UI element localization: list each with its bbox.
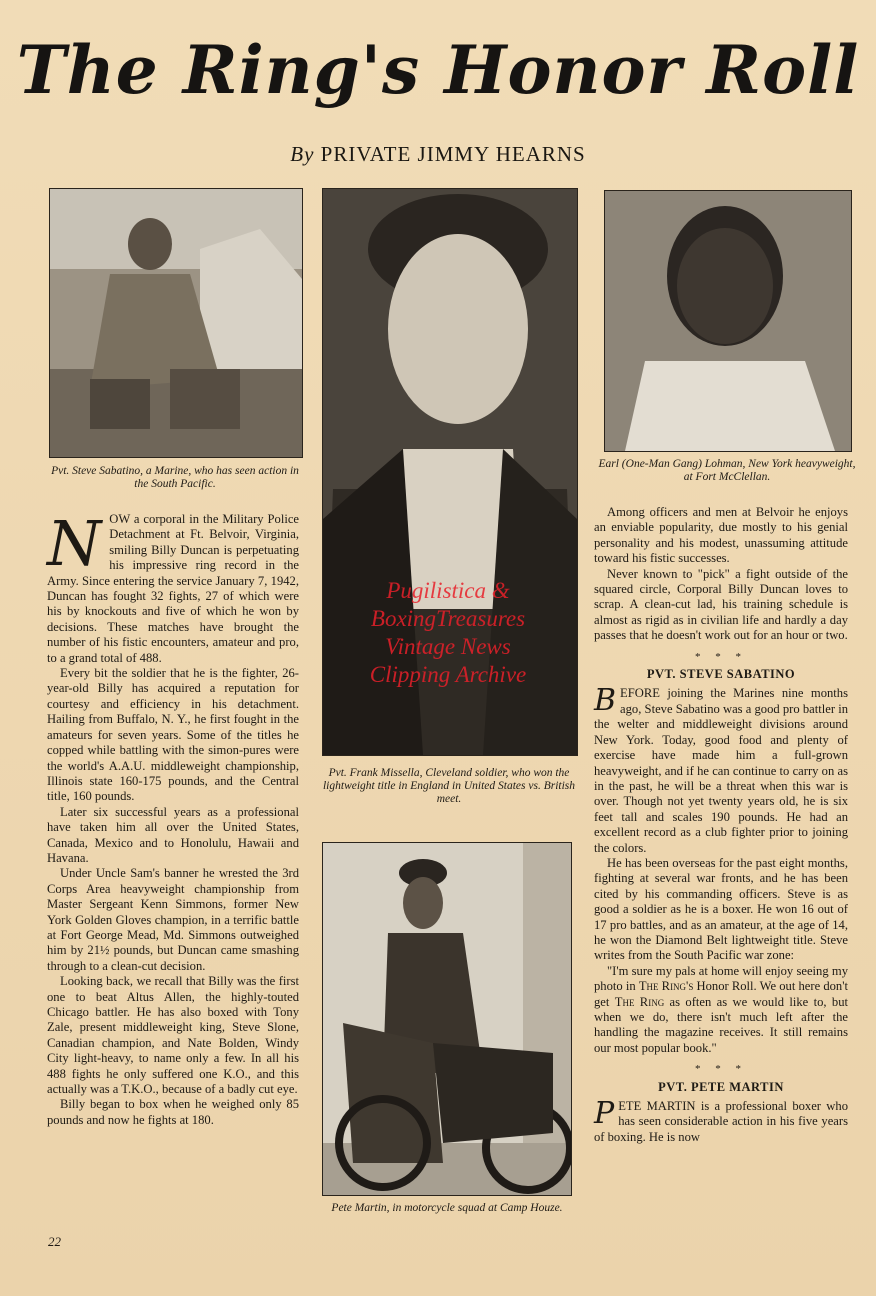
- watermark-line-3: Vintage News: [385, 634, 511, 659]
- section-head-martin: PVT. PETE MARTIN: [658, 1079, 784, 1094]
- watermark-line-4: Clipping Archive: [369, 662, 527, 687]
- photo-sabatino-image: [50, 189, 302, 457]
- byline-by: By: [290, 142, 315, 166]
- left-paragraph-1: NOW a corporal in the Military Police Detachment at Ft. Belvoir, Virginia, smiling Billy Duncan is perpetuating his impressive ring record in the Army. Since entering the service January 7, 1942, Duncan has fought 32 fights, 27 of which were his by knockouts and five of which he won by decisions. These matches have brought the number of his fistic encounters, amateur and pro, to a grand total of 488.: [47, 507, 299, 665]
- caption-sabatino: Pvt. Steve Sabatino, a Marine, who has seen action in the South Pacific.: [51, 465, 299, 490]
- photo-martin: [322, 842, 572, 1196]
- right-paragraph-2: Never known to "pick" a fight outside of the squared circle, Corporal Billy Duncan loves to scrap. A clean-cut lad, his training schedule is almost as rigid as in civilian life and hardly a day passes that he doesn't work out for an hour or two.: [594, 566, 848, 643]
- dropcap-p: P: [594, 1096, 615, 1132]
- watermark-line-1: Pugilistica &: [386, 578, 510, 603]
- right-column: [594, 505, 848, 1145]
- martin-paragraph-1: PETE MARTIN is a professional boxer who has seen considerable action in his five years of boxing. He is now: [594, 1096, 848, 1144]
- sabatino-quote: "I'm sure my pals at home will enjoy seeing my photo in The Ring's Honor Roll. We out here don't get The Ring as often as we would like to, but when we do, there isn't much left after the handling the magazine receives. It still remains our most popular book.": [594, 963, 849, 1055]
- photo-sabatino: [49, 188, 303, 458]
- photo-martin-image: [323, 843, 571, 1195]
- watermark-line-2: BoxingTreasures: [370, 606, 526, 631]
- dropcap-b: B: [594, 683, 617, 719]
- left-paragraph-4: Under Uncle Sam's banner he wrested the 3rd Corps Area heavyweight championship from Master Sergeant Kenn Simmons, former New York Golden Gloves champion, in a terrific battle at Fort George Mead, Md. Simmons outweighed him by 21½ pounds, but Duncan came smashing through to a clean-cut decision.: [47, 866, 299, 973]
- section-divider-2: * * *: [695, 1063, 747, 1076]
- dropcap-n: N: [47, 507, 102, 580]
- right-paragraph-1: Among officers and men at Belvoir he enjoys an enviable popularity, due mostly to his genial personality and his modest, unassuming attitude toward his fistic successes.: [594, 505, 848, 566]
- caption-missella: Pvt. Frank Missella, Cleveland soldier, who won the lightweight title in England in United States vs. British meet.: [322, 767, 576, 805]
- byline-author: PRIVATE JIMMY HEARNS: [320, 142, 586, 166]
- caption-martin: Pete Martin, in motorcycle squad at Camp Houze.: [331, 1202, 563, 1214]
- left-paragraph-5: Looking back, we recall that Billy was the first one to beat Altus Allen, the highly-touted Chicago battler. He has also boxed with Tony Zale, present middleweight king, Steve Slone, Canadian champion, and Nate Bolden, Windy City light-heavy, to name only a few. In all his 488 fights he only suffered one K.O., and this actually was a T.K.O., because of a badly cut eye.: [47, 974, 299, 1097]
- caption-lohman: Earl (One-Man Gang) Lohman, New York heavyweight, at Fort McClellan.: [598, 458, 856, 483]
- watermark: [328, 577, 568, 689]
- sabatino-paragraph-1: BEFORE joining the Marines nine months ago, Steve Sabatino was a good pro battler in the welter and middleweight divisions around New York. Today, good food and plenty of exercise have made him a full-grown heavyweight, and if he can continue to carry on as in the past, he will be a threat when this war is over. Though not yet twenty years old, he is six feet tall and scales 190 pounds. He had an excellent record as a club fighter prior to joining the colors.: [594, 683, 848, 855]
- left-paragraph-6: Billy began to box when he weighed only 85 pounds and now he fights at 180.: [47, 1097, 299, 1127]
- photo-lohman: [604, 190, 852, 452]
- section-head-sabatino: PVT. STEVE SABATINO: [646, 667, 796, 682]
- sabatino-paragraph-2: He has been overseas for the past eight months, fighting at several war fronts, and he has been cited by his commanding officers. Steve is as good a soldier as he is a boxer. He won 16 out of 17 pro battles, and as an amateur, at the age of 14, he won the Diamond Belt lightweight title. Steve writes from the South Pacific war zone:: [594, 855, 848, 963]
- left-column: [47, 507, 299, 1128]
- photo-lohman-image: [605, 191, 851, 451]
- left-paragraph-2: Every bit the soldier that he is the fighter, 26-year-old Billy has acquired a reputation for courtesy and efficiency in his detachment. Hailing from Buffalo, N. Y., he first fought in the amateurs for seven years. Some of the titles he copped while battling with the simon-pures were the world's A.A.U. middleweight championship, Illinois state 160-175 pounds, and the Central title, 160 pounds.: [47, 666, 299, 804]
- section-divider-1: * * *: [695, 650, 747, 663]
- byline: [0, 142, 876, 167]
- left-paragraph-3: Later six successful years as a professional have taken him all over the United States, Canada, Mexico and to Honolulu, Hawaii and Havana.: [47, 804, 299, 865]
- page-number: 22: [48, 1234, 61, 1249]
- page-title: The Ring's Honor Roll: [16, 31, 860, 109]
